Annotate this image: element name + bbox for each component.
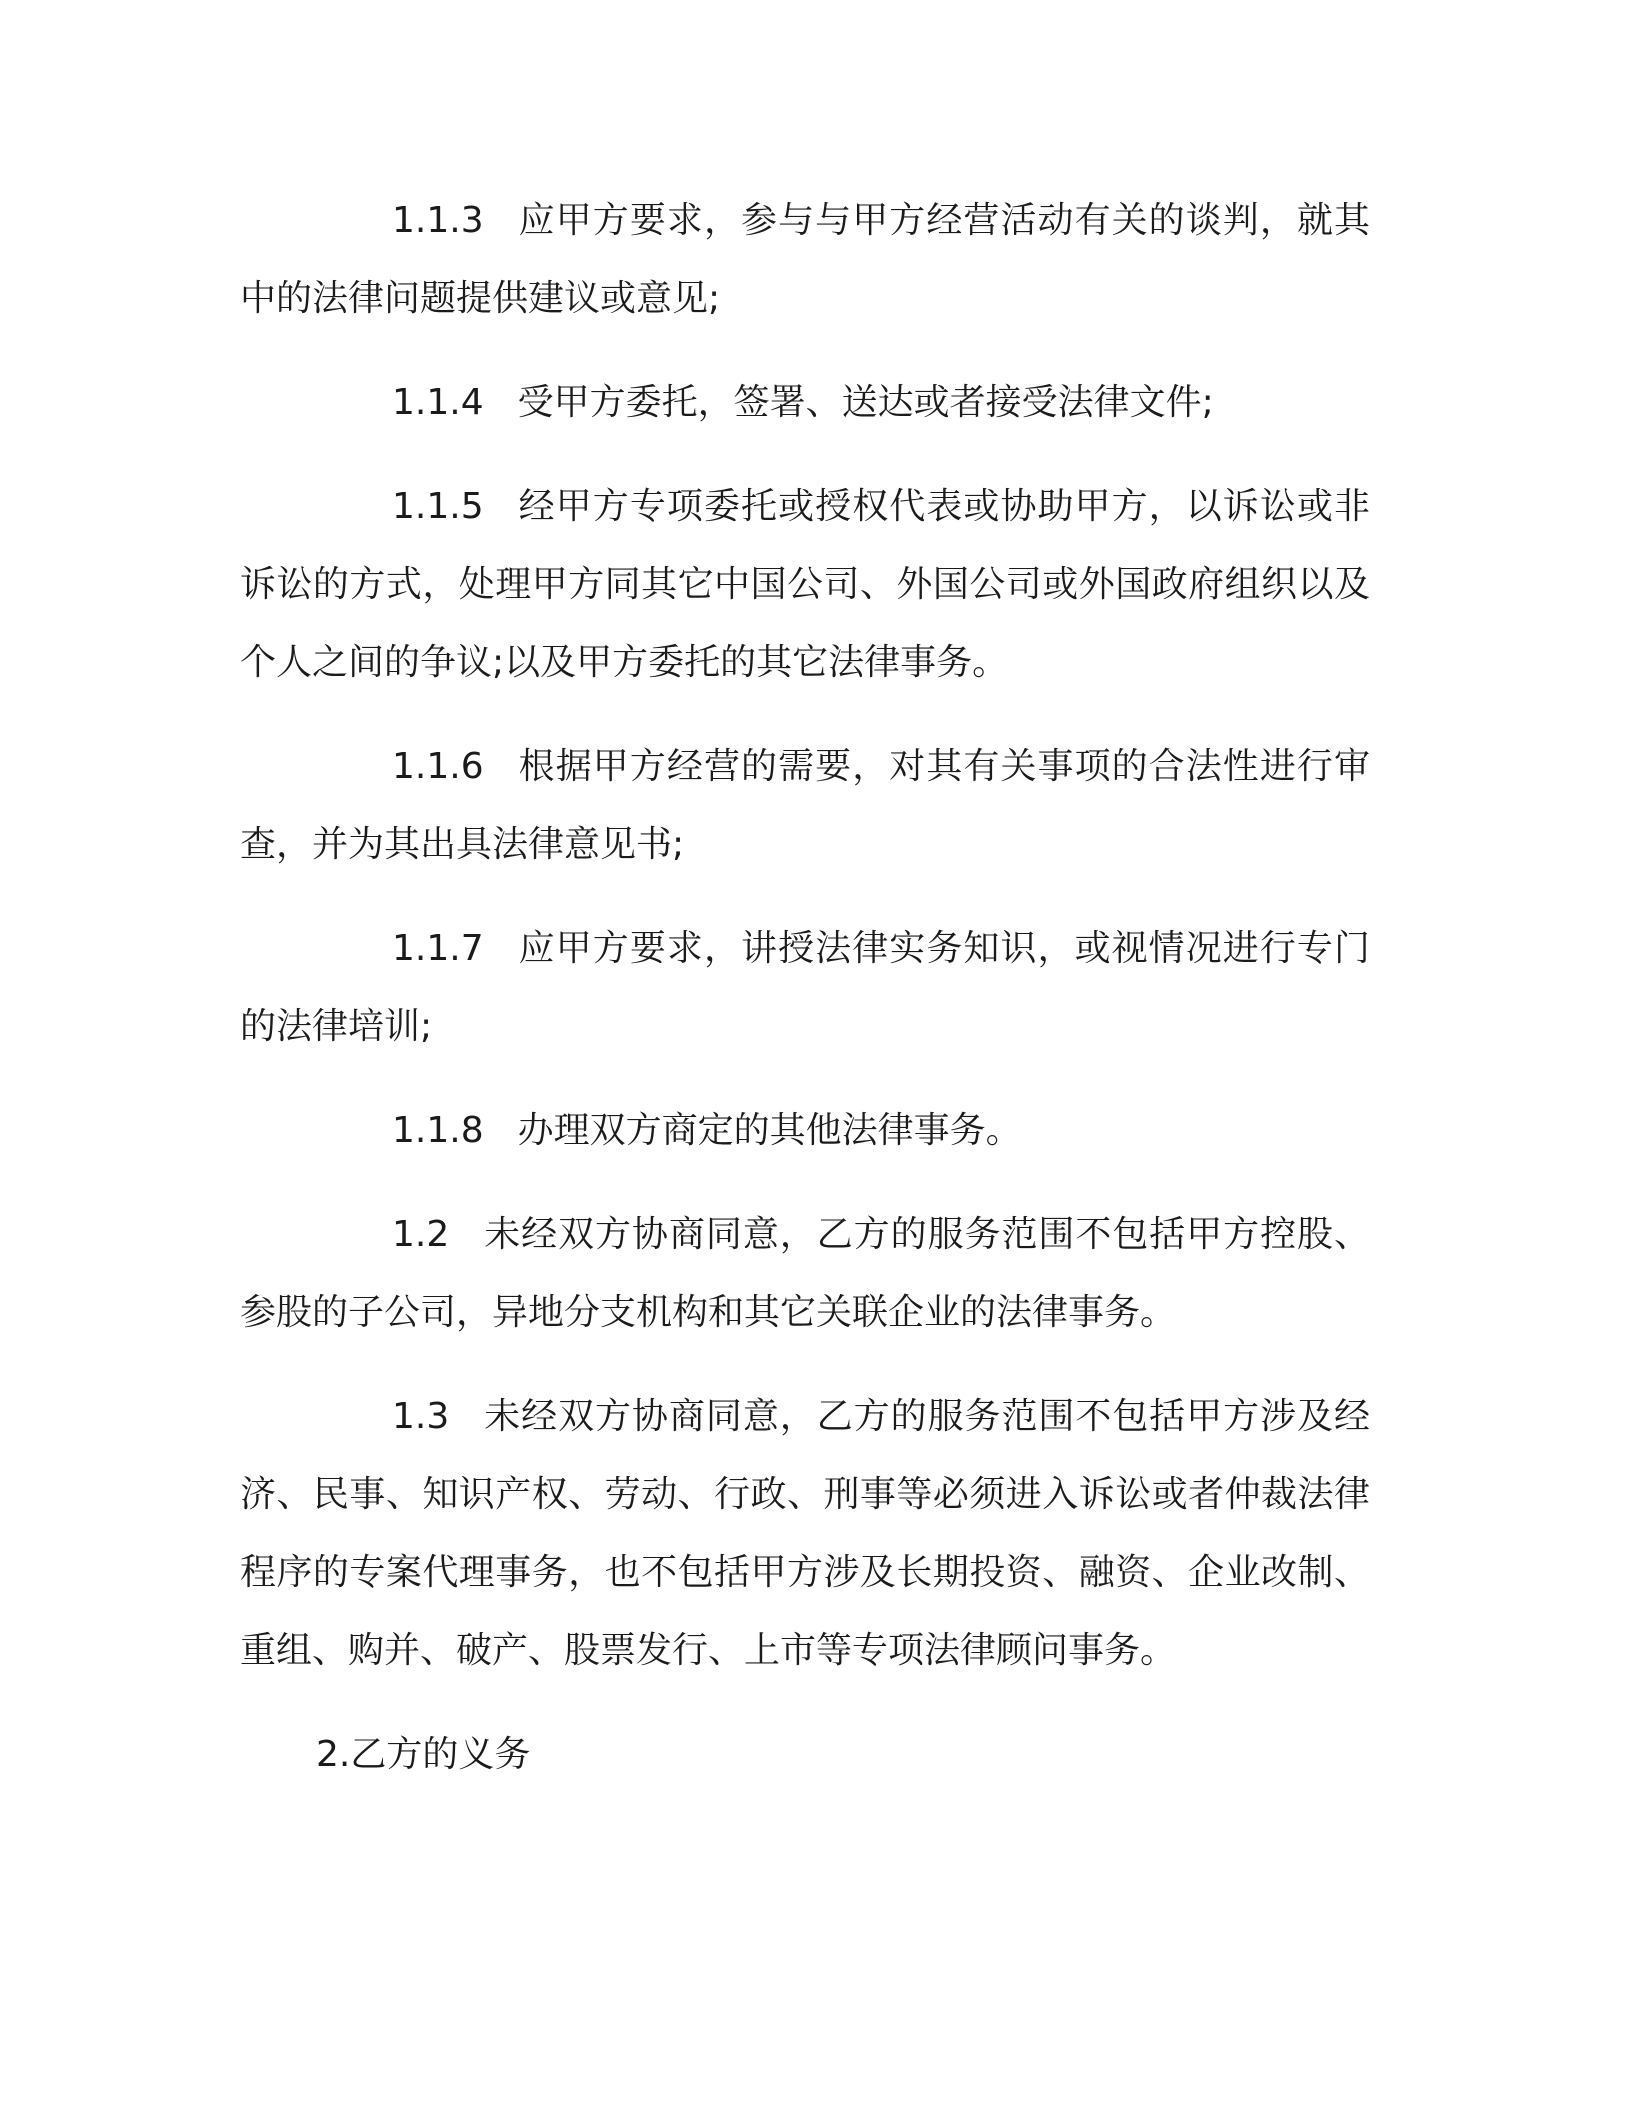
clause-1-1-3 [240,182,1370,338]
clause-text: 经甲方专项委托或授权代表或协助甲方，以诉讼或非诉讼的方式，处理甲方同其它中国公司、外国公司或外国政府组织以及个人之间的争议;以及甲方委托的其它法律事务。 [240,486,1370,683]
clause-1-1-4 [240,364,1370,442]
clause-number: 1.1.5 [392,486,484,527]
clause-text: 未经双方协商同意，乙方的服务范围不包括甲方涉及经济、民事、知识产权、劳动、行政、刑事等必须进入诉讼或者仲裁法律程序的专案代理事务，也不包括甲方涉及长期投资、融资、企业改制、重组、购并、破产、股票发行、上市等专项法律顾问事务。 [240,1396,1370,1671]
clause-1-3 [240,1378,1370,1690]
document-body [240,182,1370,1794]
clause-1-1-6 [240,728,1370,884]
section-heading: 2.乙方的义务 [316,1734,531,1775]
clause-text: 受甲方委托，签署、送达或者接受法律文件; [517,382,1214,423]
clause-number: 1.1.8 [392,1110,484,1151]
clause-number: 1.1.4 [392,382,484,423]
clause-1-1-8 [240,1092,1370,1170]
clause-text: 应甲方要求，参与与甲方经营活动有关的谈判，就其中的法律问题提供建议或意见; [240,200,1370,319]
clause-1-2 [240,1196,1370,1352]
clause-1-1-7 [240,910,1370,1066]
clause-text: 未经双方协商同意，乙方的服务范围不包括甲方控股、参股的子公司，异地分支机构和其它关联企业的法律事务。 [240,1214,1370,1333]
clause-number: 1.1.6 [392,746,484,787]
clause-text: 应甲方要求，讲授法律实务知识，或视情况进行专门的法律培训; [240,928,1370,1047]
clause-number: 1.1.7 [392,928,484,969]
clause-number: 1.2 [392,1214,450,1255]
clause-text: 办理双方商定的其他法律事务。 [517,1110,1022,1151]
clause-text: 根据甲方经营的需要，对其有关事项的合法性进行审查，并为其出具法律意见书; [240,746,1370,865]
clause-number: 1.3 [392,1396,450,1437]
clause-number: 1.1.3 [392,200,484,241]
clause-1-1-5 [240,468,1370,702]
